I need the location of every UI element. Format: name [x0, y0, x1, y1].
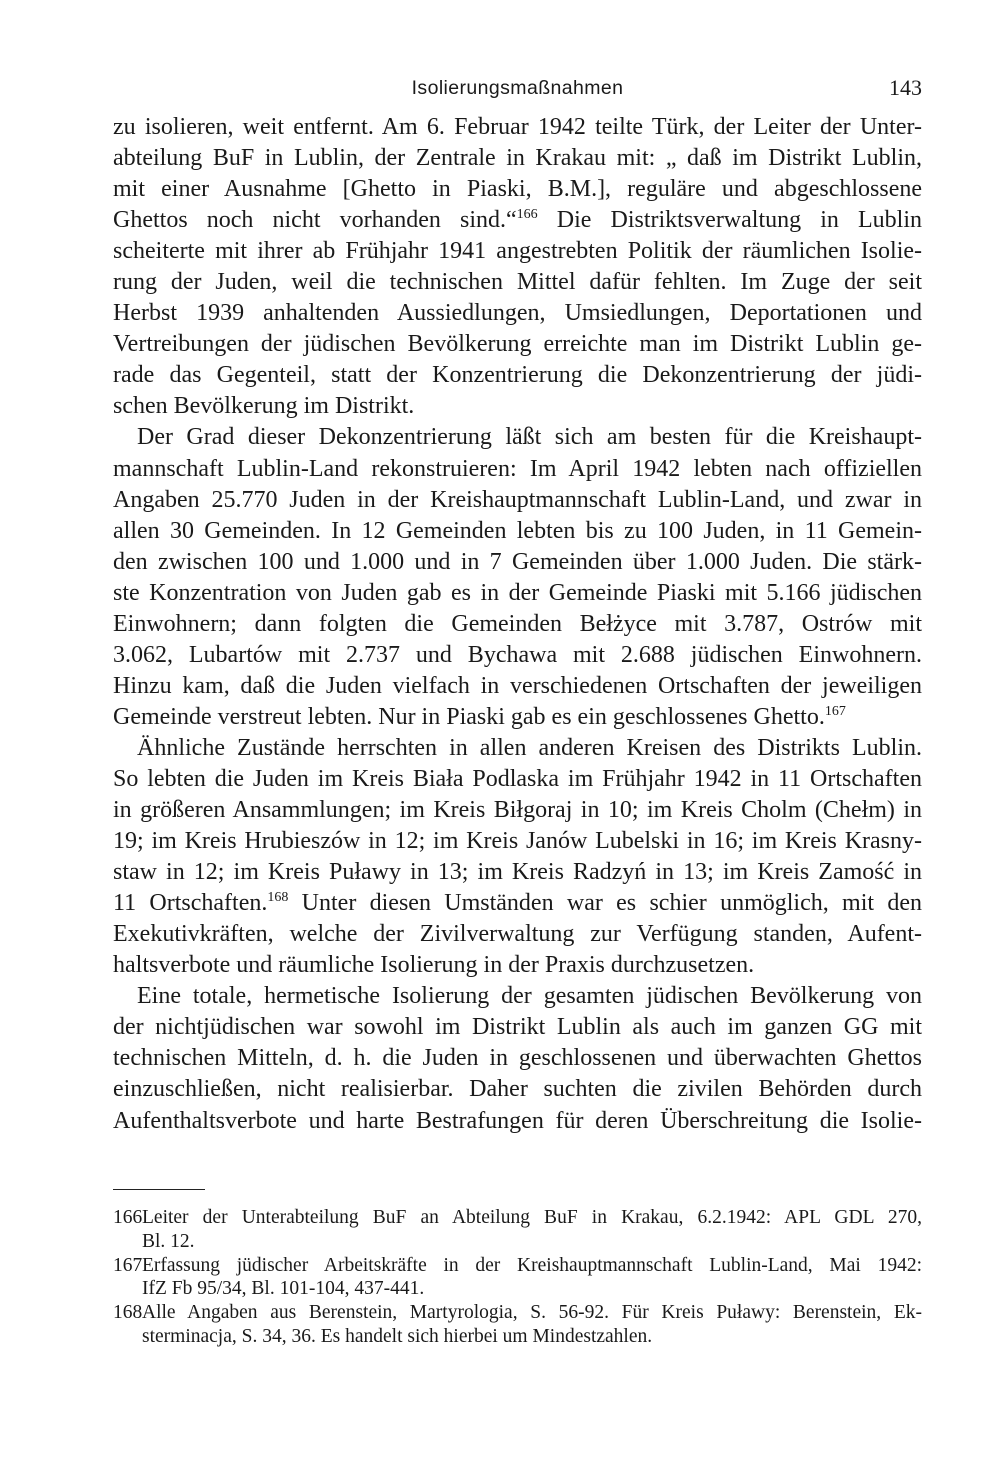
text-line: Aufenthaltsverbote und harte Bestrafungen für deren Überschreitung die Isolie- — [113, 1107, 922, 1134]
footnote-text — [142, 1254, 922, 1302]
footnote-line: Leiter der Unterabteilung BuF an Abteilung BuF in Krakau, 6.2.1942: APL GDL 270, — [142, 1207, 922, 1228]
text-line: Angaben 25.770 Juden in der Kreishauptmannschaft Lublin-Land, und zwar in — [113, 486, 922, 513]
running-title: Isolierungsmaßnahmen — [411, 77, 624, 99]
text-line: Hinzu kam, daß die Juden vielfach in verschiedenen Ortschaften der jeweiligen — [113, 672, 922, 699]
text-line: 3.062, Lubartów mit 2.737 und Bychawa mit 2.688 jüdischen Einwohnern. — [113, 641, 922, 668]
running-head — [113, 74, 922, 102]
text-line: staw in 12; im Kreis Puławy in 13; im Kreis Radzyń in 13; im Kreis Zamość in — [113, 859, 922, 886]
text-segment: 11 Ortschaften. — [113, 890, 268, 917]
text-line: scheiterte mit ihrer ab Frühjahr 1941 angestrebten Politik der räumlichen Isolie- — [113, 238, 922, 265]
footnote-line: Erfassung jüdischer Arbeitskräfte in der Kreishauptmannschaft Lublin-Land, Mai 1942: — [142, 1254, 922, 1276]
text-line: allen 30 Gemeinden. In 12 Gemeinden lebten bis zu 100 Juden, in 11 Gemein- — [113, 517, 922, 544]
footnote — [113, 1206, 922, 1254]
text-line: Der Grad dieser Dekonzentrierung läßt sich am besten für die Kreishaupt- — [137, 424, 922, 451]
footnote-line: Alle Angaben aus Berenstein, Martyrologia, S. 56-92. Für Kreis Puławy: Berenstein, Ek- — [142, 1302, 922, 1324]
text-line: Eine totale, hermetische Isolierung der gesamten jüdischen Bevölkerung von — [137, 983, 922, 1010]
text-line: So lebten die Juden im Kreis Biała Podlaska im Frühjahr 1942 in 11 Ortschaften — [113, 765, 922, 792]
paragraph — [113, 112, 922, 422]
text-line — [113, 205, 922, 236]
footnote-rule — [113, 1189, 205, 1190]
footnote-ref: 168 — [267, 890, 289, 906]
text-line: Ähnliche Zustände herrschten in allen anderen Kreisen des Distrikts Lublin. — [137, 734, 922, 761]
text-segment: Gemeinde verstreut lebten. Nur in Piaski gab es ein geschlossenes Ghetto. — [113, 703, 825, 730]
text-line: Herbst 1939 anhaltenden Aussiedlungen, Umsiedlungen, Deportationen und — [113, 300, 922, 327]
footnote-line: IfZ Fb 95/34, Bl. 101-104, 437-441. — [142, 1278, 425, 1300]
text-line — [113, 702, 922, 733]
text-segment: Die Distriktsverwaltung in Lublin — [537, 207, 922, 234]
footnote-line: Bl. 12. — [142, 1230, 195, 1252]
page-number: 143 — [889, 75, 922, 100]
footnote-number: 167 — [113, 1254, 143, 1276]
text-line: technischen Mitteln, d. h. die Juden in geschlossenen und überwachten Ghettos — [113, 1045, 922, 1072]
text-line: 19; im Kreis Hrubieszów in 12; im Kreis Janów Lubelski in 16; im Kreis Krasny- — [113, 828, 922, 855]
text-line: Exekutivkräften, welche der Zivilverwaltung zur Verfügung standen, Aufent- — [113, 921, 922, 948]
footnote-line: sterminacja, S. 34, 36. Es handelt sich hierbei um Mindestzahlen. — [142, 1325, 653, 1347]
footnote — [113, 1301, 922, 1349]
text-line: rung der Juden, weil die technischen Mittel dafür fehlten. Im Zuge der seit — [113, 269, 922, 296]
paragraph — [113, 981, 922, 1136]
text-segment: Unter diesen Umständen war es schier unmöglich, mit den — [288, 890, 923, 917]
footnotes — [113, 1206, 922, 1349]
footnote-ref: 167 — [824, 703, 846, 719]
text-line: rade das Gegenteil, statt der Konzentrierung die Dekonzentrierung der jüdi- — [113, 362, 922, 389]
text-line: mannschaft Lublin-Land rekonstruieren: Im April 1942 lebten nach offiziellen — [113, 455, 922, 482]
text-line: schen Bevölkerung im Distrikt. — [113, 393, 415, 420]
footnote-number: 166 — [113, 1207, 143, 1228]
text-line: in größeren Ansammlungen; im Kreis Biłgoraj in 10; im Kreis Cholm (Chełm) in — [113, 797, 922, 824]
text-line — [113, 888, 922, 919]
text-line: haltsverbote und räumliche Isolierung in der Praxis durchzusetzen. — [113, 952, 755, 979]
text-line: Einwohnern; dann folgten die Gemeinden Bełżyce mit 3.787, Ostrów mit — [113, 610, 922, 637]
text-segment: Ghettos noch nicht vorhanden sind.“ — [113, 207, 517, 234]
text-line: einzuschließen, nicht realisierbar. Daher suchten die zivilen Behörden durch — [113, 1076, 922, 1103]
paragraph — [113, 733, 922, 981]
text-line: den zwischen 100 und 1.000 und in 7 Gemeinden über 1.000 Juden. Die stärk- — [113, 548, 922, 575]
text-line: zu isolieren, weit entfernt. Am 6. Februar 1942 teilte Türk, der Leiter der Unter- — [113, 114, 922, 140]
paragraph — [113, 422, 922, 732]
body-text — [113, 112, 922, 1137]
footnote-ref: 166 — [516, 207, 538, 223]
footnote-text — [142, 1301, 922, 1349]
text-line: mit einer Ausnahme [Ghetto in Piaski, B.M.], reguläre und abgeschlossene — [113, 176, 922, 203]
text-line: Vertreibungen der jüdischen Bevölkerung erreichte man im Distrikt Lublin ge- — [113, 331, 922, 358]
text-line: der nichtjüdischen war sowohl im Distrikt Lublin als auch im ganzen GG mit — [113, 1014, 922, 1041]
footnote-number: 168 — [113, 1302, 143, 1324]
text-line: abteilung BuF in Lublin, der Zentrale in Krakau mit: „ daß im Distrikt Lublin, — [113, 145, 922, 172]
text-line: ste Konzentration von Juden gab es in der Gemeinde Piaski mit 5.166 jüdischen — [113, 579, 922, 606]
footnote — [113, 1254, 922, 1302]
footnote-text — [142, 1206, 922, 1254]
